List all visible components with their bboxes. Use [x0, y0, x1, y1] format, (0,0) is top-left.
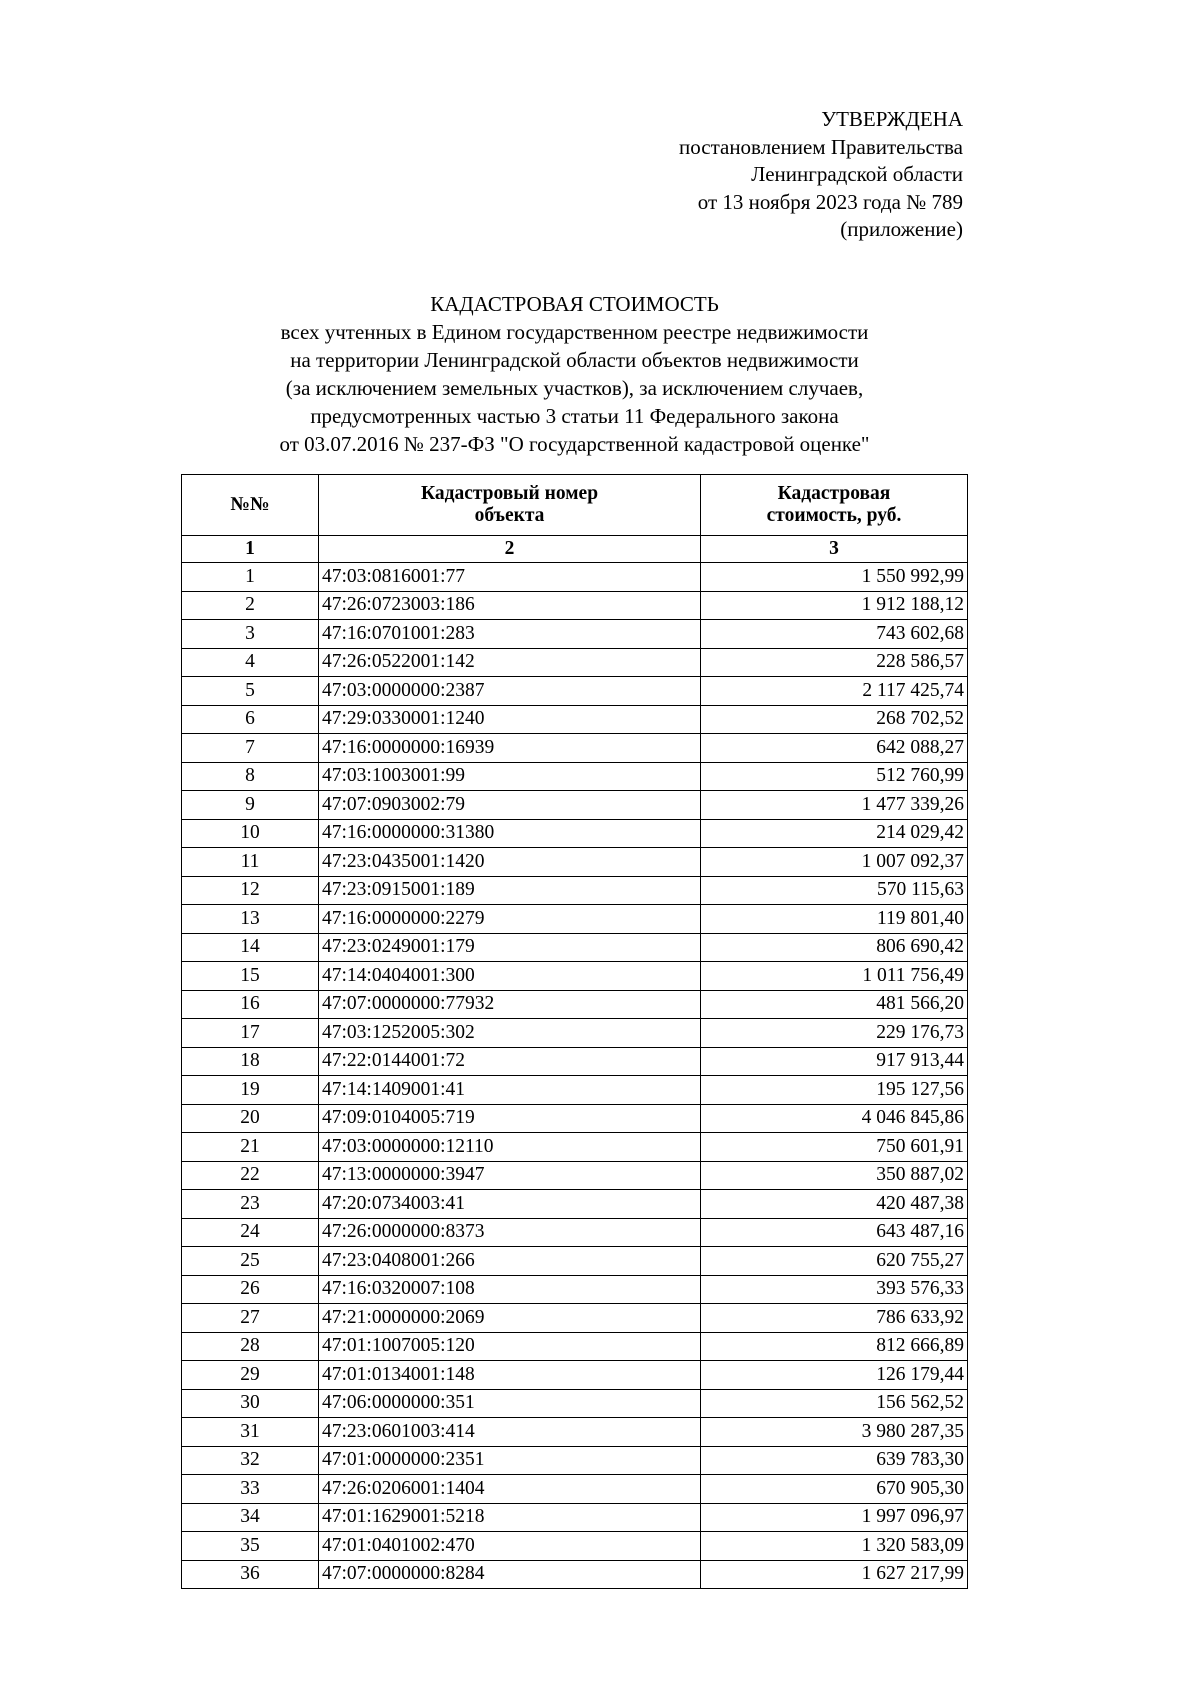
table-row — [182, 1503, 968, 1532]
cadastral-value: 643 487,16 — [701, 1218, 968, 1247]
row-number: 29 — [182, 1361, 319, 1390]
row-number: 8 — [182, 762, 319, 791]
cadastral-value: 350 887,02 — [701, 1161, 968, 1190]
cadastral-number: 47:26:0206001:1404 — [319, 1475, 701, 1504]
approval-block — [679, 106, 963, 244]
table-row — [182, 1133, 968, 1162]
title-line: от 03.07.2016 № 237-ФЗ "О государственной кадастровой оценке" — [279, 432, 870, 456]
approval-line: постановлением Правительства — [678, 134, 963, 159]
row-number: 1 — [182, 563, 319, 592]
cadastral-number: 47:09:0104005:719 — [319, 1104, 701, 1133]
table-row — [182, 1019, 968, 1048]
cadastral-number: 47:20:0734003:41 — [319, 1190, 701, 1219]
table-row — [182, 1161, 968, 1190]
cadastral-number: 47:16:0000000:16939 — [319, 734, 701, 763]
row-number: 24 — [182, 1218, 319, 1247]
cadastral-number: 47:03:0000000:12110 — [319, 1133, 701, 1162]
table-row — [182, 734, 968, 763]
cadastral-value-table — [181, 474, 968, 1589]
cadastral-value: 917 913,44 — [701, 1047, 968, 1076]
row-number: 30 — [182, 1389, 319, 1418]
row-number: 17 — [182, 1019, 319, 1048]
row-number: 3 — [182, 620, 319, 649]
column-number: 1 — [182, 536, 319, 563]
row-number: 27 — [182, 1304, 319, 1333]
row-number: 12 — [182, 876, 319, 905]
row-number: 7 — [182, 734, 319, 763]
table-row — [182, 1361, 968, 1390]
row-number: 35 — [182, 1532, 319, 1561]
document-title — [0, 290, 1149, 458]
table-row — [182, 563, 968, 592]
row-number: 33 — [182, 1475, 319, 1504]
table-row — [182, 933, 968, 962]
table-row — [182, 1475, 968, 1504]
cadastral-number: 47:03:1252005:302 — [319, 1019, 701, 1048]
title-line: (за исключением земельных участков), за исключением случаев, — [285, 376, 864, 400]
cadastral-value: 268 702,52 — [701, 705, 968, 734]
cadastral-number: 47:23:0601003:414 — [319, 1418, 701, 1447]
table-row — [182, 1076, 968, 1105]
column-number: 3 — [701, 536, 968, 563]
table-row — [182, 648, 968, 677]
table-row — [182, 1275, 968, 1304]
cadastral-value: 750 601,91 — [701, 1133, 968, 1162]
cadastral-value: 812 666,89 — [701, 1332, 968, 1361]
table-row — [182, 1560, 968, 1589]
table-row — [182, 1218, 968, 1247]
table-row — [182, 1418, 968, 1447]
cadastral-value: 4 046 845,86 — [701, 1104, 968, 1133]
cadastral-number: 47:01:0401002:470 — [319, 1532, 701, 1561]
table-row — [182, 1332, 968, 1361]
cadastral-number: 47:26:0723003:186 — [319, 591, 701, 620]
cadastral-value: 1 912 188,12 — [701, 591, 968, 620]
title-line: на территории Ленинградской области объектов недвижимости — [290, 348, 859, 372]
cadastral-value: 156 562,52 — [701, 1389, 968, 1418]
cadastral-value: 570 115,63 — [701, 876, 968, 905]
row-number: 36 — [182, 1560, 319, 1589]
title-heading: КАДАСТРОВАЯ СТОИМОСТЬ — [430, 292, 719, 316]
row-number: 34 — [182, 1503, 319, 1532]
table-row — [182, 620, 968, 649]
table-row — [182, 1047, 968, 1076]
table-row — [182, 1446, 968, 1475]
cadastral-value: 642 088,27 — [701, 734, 968, 763]
table-row — [182, 1190, 968, 1219]
cadastral-number: 47:16:0000000:31380 — [319, 819, 701, 848]
cadastral-value: 743 602,68 — [701, 620, 968, 649]
row-number: 22 — [182, 1161, 319, 1190]
cadastral-number: 47:21:0000000:2069 — [319, 1304, 701, 1333]
approval-line: Ленинградской области — [751, 162, 963, 186]
row-number: 31 — [182, 1418, 319, 1447]
cadastral-value: 512 760,99 — [701, 762, 968, 791]
row-number: 19 — [182, 1076, 319, 1105]
cadastral-number: 47:07:0903002:79 — [319, 791, 701, 820]
row-number: 23 — [182, 1190, 319, 1219]
cadastral-value: 1 320 583,09 — [701, 1532, 968, 1561]
cadastral-number: 47:01:0000000:2351 — [319, 1446, 701, 1475]
table-row — [182, 876, 968, 905]
cadastral-number: 47:26:0000000:8373 — [319, 1218, 701, 1247]
row-number: 20 — [182, 1104, 319, 1133]
row-number: 18 — [182, 1047, 319, 1076]
cadastral-number: 47:16:0701001:283 — [319, 620, 701, 649]
cadastral-value: 1 627 217,99 — [701, 1560, 968, 1589]
cadastral-number: 47:23:0408001:266 — [319, 1247, 701, 1276]
table-row — [182, 990, 968, 1019]
row-number: 25 — [182, 1247, 319, 1276]
table-row — [182, 905, 968, 934]
table-row — [182, 677, 968, 706]
cadastral-value: 1 997 096,97 — [701, 1503, 968, 1532]
cadastral-number: 47:14:1409001:41 — [319, 1076, 701, 1105]
cadastral-number: 47:23:0249001:179 — [319, 933, 701, 962]
cadastral-number: 47:07:0000000:77932 — [319, 990, 701, 1019]
column-number-row — [182, 536, 968, 563]
cadastral-value: 420 487,38 — [701, 1190, 968, 1219]
row-number: 6 — [182, 705, 319, 734]
table-row — [182, 962, 968, 991]
table-row — [182, 1532, 968, 1561]
row-number: 26 — [182, 1275, 319, 1304]
cadastral-value: 229 176,73 — [701, 1019, 968, 1048]
cadastral-number: 47:07:0000000:8284 — [319, 1560, 701, 1589]
cadastral-value: 214 029,42 — [701, 819, 968, 848]
title-line: всех учтенных в Едином государственном реестре недвижимости — [280, 320, 869, 344]
cadastral-value: 195 127,56 — [701, 1076, 968, 1105]
row-number: 15 — [182, 962, 319, 991]
header-cadastral-value: Кадастровая стоимость, руб. — [701, 475, 968, 536]
cadastral-number: 47:06:0000000:351 — [319, 1389, 701, 1418]
cadastral-value: 119 801,40 — [701, 905, 968, 934]
table-row — [182, 791, 968, 820]
table-row — [182, 848, 968, 877]
cadastral-number: 47:03:1003001:99 — [319, 762, 701, 791]
table-row — [182, 1247, 968, 1276]
cadastral-value: 228 586,57 — [701, 648, 968, 677]
cadastral-number: 47:13:0000000:3947 — [319, 1161, 701, 1190]
cadastral-number: 47:03:0000000:2387 — [319, 677, 701, 706]
row-number: 10 — [182, 819, 319, 848]
cadastral-number: 47:22:0144001:72 — [319, 1047, 701, 1076]
cadastral-number: 47:03:0816001:77 — [319, 563, 701, 592]
row-number: 4 — [182, 648, 319, 677]
cadastral-value: 1 011 756,49 — [701, 962, 968, 991]
row-number: 14 — [182, 933, 319, 962]
row-number: 13 — [182, 905, 319, 934]
row-number: 9 — [182, 791, 319, 820]
row-number: 28 — [182, 1332, 319, 1361]
cadastral-value: 670 905,30 — [701, 1475, 968, 1504]
row-number: 21 — [182, 1133, 319, 1162]
cadastral-value: 786 633,92 — [701, 1304, 968, 1333]
table-row — [182, 591, 968, 620]
header-number: №№ — [182, 475, 319, 536]
cadastral-number: 47:26:0522001:142 — [319, 648, 701, 677]
cadastral-value: 393 576,33 — [701, 1275, 968, 1304]
cadastral-value: 806 690,42 — [701, 933, 968, 962]
cadastral-number: 47:16:0320007:108 — [319, 1275, 701, 1304]
cadastral-value: 126 179,44 — [701, 1361, 968, 1390]
cadastral-value: 3 980 287,35 — [701, 1418, 968, 1447]
cadastral-value: 639 783,30 — [701, 1446, 968, 1475]
cadastral-number: 47:14:0404001:300 — [319, 962, 701, 991]
table-row — [182, 762, 968, 791]
row-number: 11 — [182, 848, 319, 877]
table-row — [182, 819, 968, 848]
cadastral-number: 47:01:1629001:5218 — [319, 1503, 701, 1532]
cadastral-value: 1 550 992,99 — [701, 563, 968, 592]
table-row — [182, 1104, 968, 1133]
table-row — [182, 1389, 968, 1418]
cadastral-value: 620 755,27 — [701, 1247, 968, 1276]
row-number: 2 — [182, 591, 319, 620]
cadastral-number: 47:29:0330001:1240 — [319, 705, 701, 734]
cadastral-number: 47:01:1007005:120 — [319, 1332, 701, 1361]
column-number: 2 — [319, 536, 701, 563]
cadastral-value: 1 007 092,37 — [701, 848, 968, 877]
approval-line: (приложение) — [840, 217, 963, 241]
cadastral-number: 47:16:0000000:2279 — [319, 905, 701, 934]
row-number: 32 — [182, 1446, 319, 1475]
table-row — [182, 705, 968, 734]
table-header-row — [182, 475, 968, 536]
row-number: 16 — [182, 990, 319, 1019]
cadastral-value: 481 566,20 — [701, 990, 968, 1019]
cadastral-number: 47:01:0134001:148 — [319, 1361, 701, 1390]
cadastral-number: 47:23:0915001:189 — [319, 876, 701, 905]
cadastral-number: 47:23:0435001:1420 — [319, 848, 701, 877]
row-number: 5 — [182, 677, 319, 706]
header-cadastral-number: Кадастровый номер объекта — [319, 475, 701, 536]
title-line: предусмотренных частью 3 статьи 11 Федерального закона — [310, 404, 839, 428]
approval-line: УТВЕРЖДЕНА — [821, 107, 963, 131]
cadastral-value: 2 117 425,74 — [701, 677, 968, 706]
table-row — [182, 1304, 968, 1333]
approval-line: от 13 ноября 2023 года № 789 — [697, 189, 963, 214]
cadastral-value: 1 477 339,26 — [701, 791, 968, 820]
